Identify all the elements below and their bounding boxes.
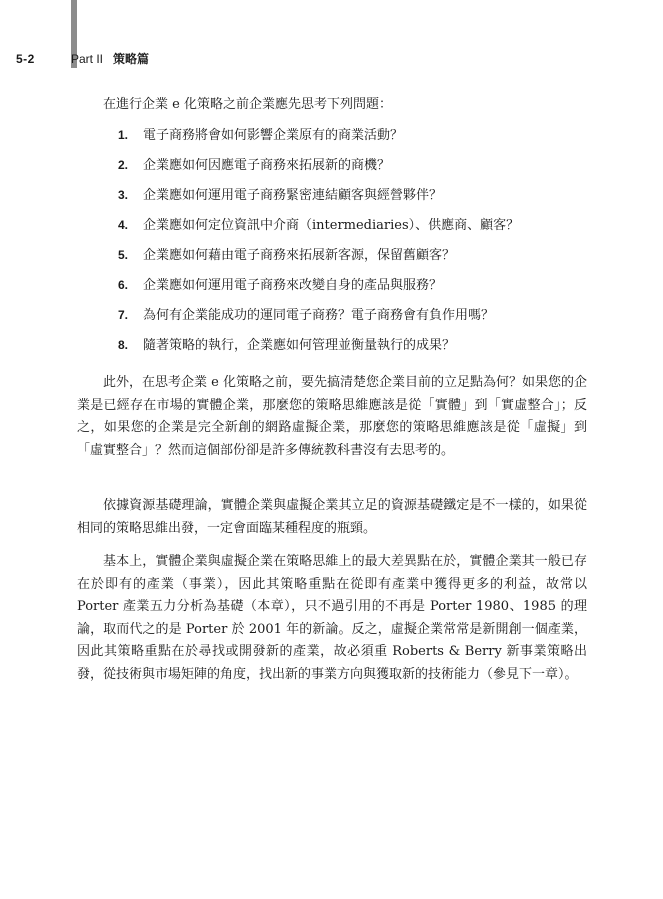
question-number: 7.	[118, 308, 129, 322]
list-item	[103, 306, 519, 336]
question-text: 電子商務將會如何影響企業原有的商業活動？	[143, 128, 404, 143]
list-item	[103, 186, 519, 216]
question-text: 企業應如何藉由電子商務來拓展新客源，保留舊顧客？	[143, 248, 456, 263]
question-number: 8.	[118, 338, 129, 352]
section-title: 策略篇	[113, 52, 150, 66]
question-number: 5.	[118, 248, 129, 262]
question-number: 2.	[118, 158, 129, 172]
list-item	[103, 336, 519, 366]
question-number: 3.	[118, 188, 129, 202]
list-item	[103, 216, 519, 246]
question-text: 企業應如何因應電子商務來拓展新的商機？	[143, 158, 391, 173]
question-number: 6.	[118, 278, 129, 292]
question-text: 企業應如何運用電子商務緊密連結顧客與經營夥伴？	[143, 188, 443, 203]
list-item	[103, 126, 519, 156]
body-paragraph: 依據資源基礎理論，實體企業與虛擬企業其立足的資源基礎鐵定是不一樣的，如果從相同的策略思維出發，一定會面臨某種程度的瓶頸。	[77, 498, 587, 536]
question-text: 企業應如何定位資訊中介商（intermediaries）、供應商、顧客？	[143, 218, 520, 233]
question-text: 隨著策略的執行，企業應如何管理並衡量執行的成果？	[143, 338, 456, 353]
question-text: 企業應如何運用電子商務來改變自身的產品與服務？	[143, 278, 443, 293]
body-paragraph: 基本上，實體企業與虛擬企業在策略思維上的最大差異點在於，實體企業其一般已存在於即有的產業（事業），因此其策略重點在從即有產業中獲得更多的利益，故常以 Porter 產業五力分析為基礎（本章），只不過引用的不再是 Porter 1980、1985 的理論，取而代之的是 Porter 於 2001 年的新論。反之，虛擬企業常常是新開創一個產業，因此其策略重點在於尋找或開發新的產業，故必須重 Roberts & Berry 新事業策略出發，從技術與市場矩陣的角度，找出新的事業方向與獲取新的技術能力（參見下一章）。	[77, 554, 587, 682]
list-item	[103, 246, 519, 276]
question-list	[103, 126, 519, 366]
list-item	[103, 276, 519, 306]
list-item	[103, 156, 519, 186]
question-number: 1.	[118, 128, 129, 142]
part-label: Part II	[71, 52, 104, 66]
page-header	[16, 50, 149, 67]
question-text: 為何有企業能成功的運同電子商務？電子商務會有負作用嗎？	[143, 308, 495, 323]
question-number: 4.	[118, 218, 129, 232]
intro-text: 在進行企業 e 化策略之前企業應先思考下列問題：	[103, 97, 392, 112]
page-number: 5-2	[16, 52, 35, 66]
body-paragraph: 此外，在思考企業 e 化策略之前，要先搞清楚您企業目前的立足點為何？如果您的企業是已經存在市場的實體企業，那麼您的策略思維應該是從「實體」到「實虛整合」；反之，如果您的企業是完全新創的網路虛擬企業，那麼您的策略思維應該是從「虛擬」到「虛實整合」？然而這個部份卻是許多傳統教科書沒有去思考的。	[77, 375, 587, 458]
